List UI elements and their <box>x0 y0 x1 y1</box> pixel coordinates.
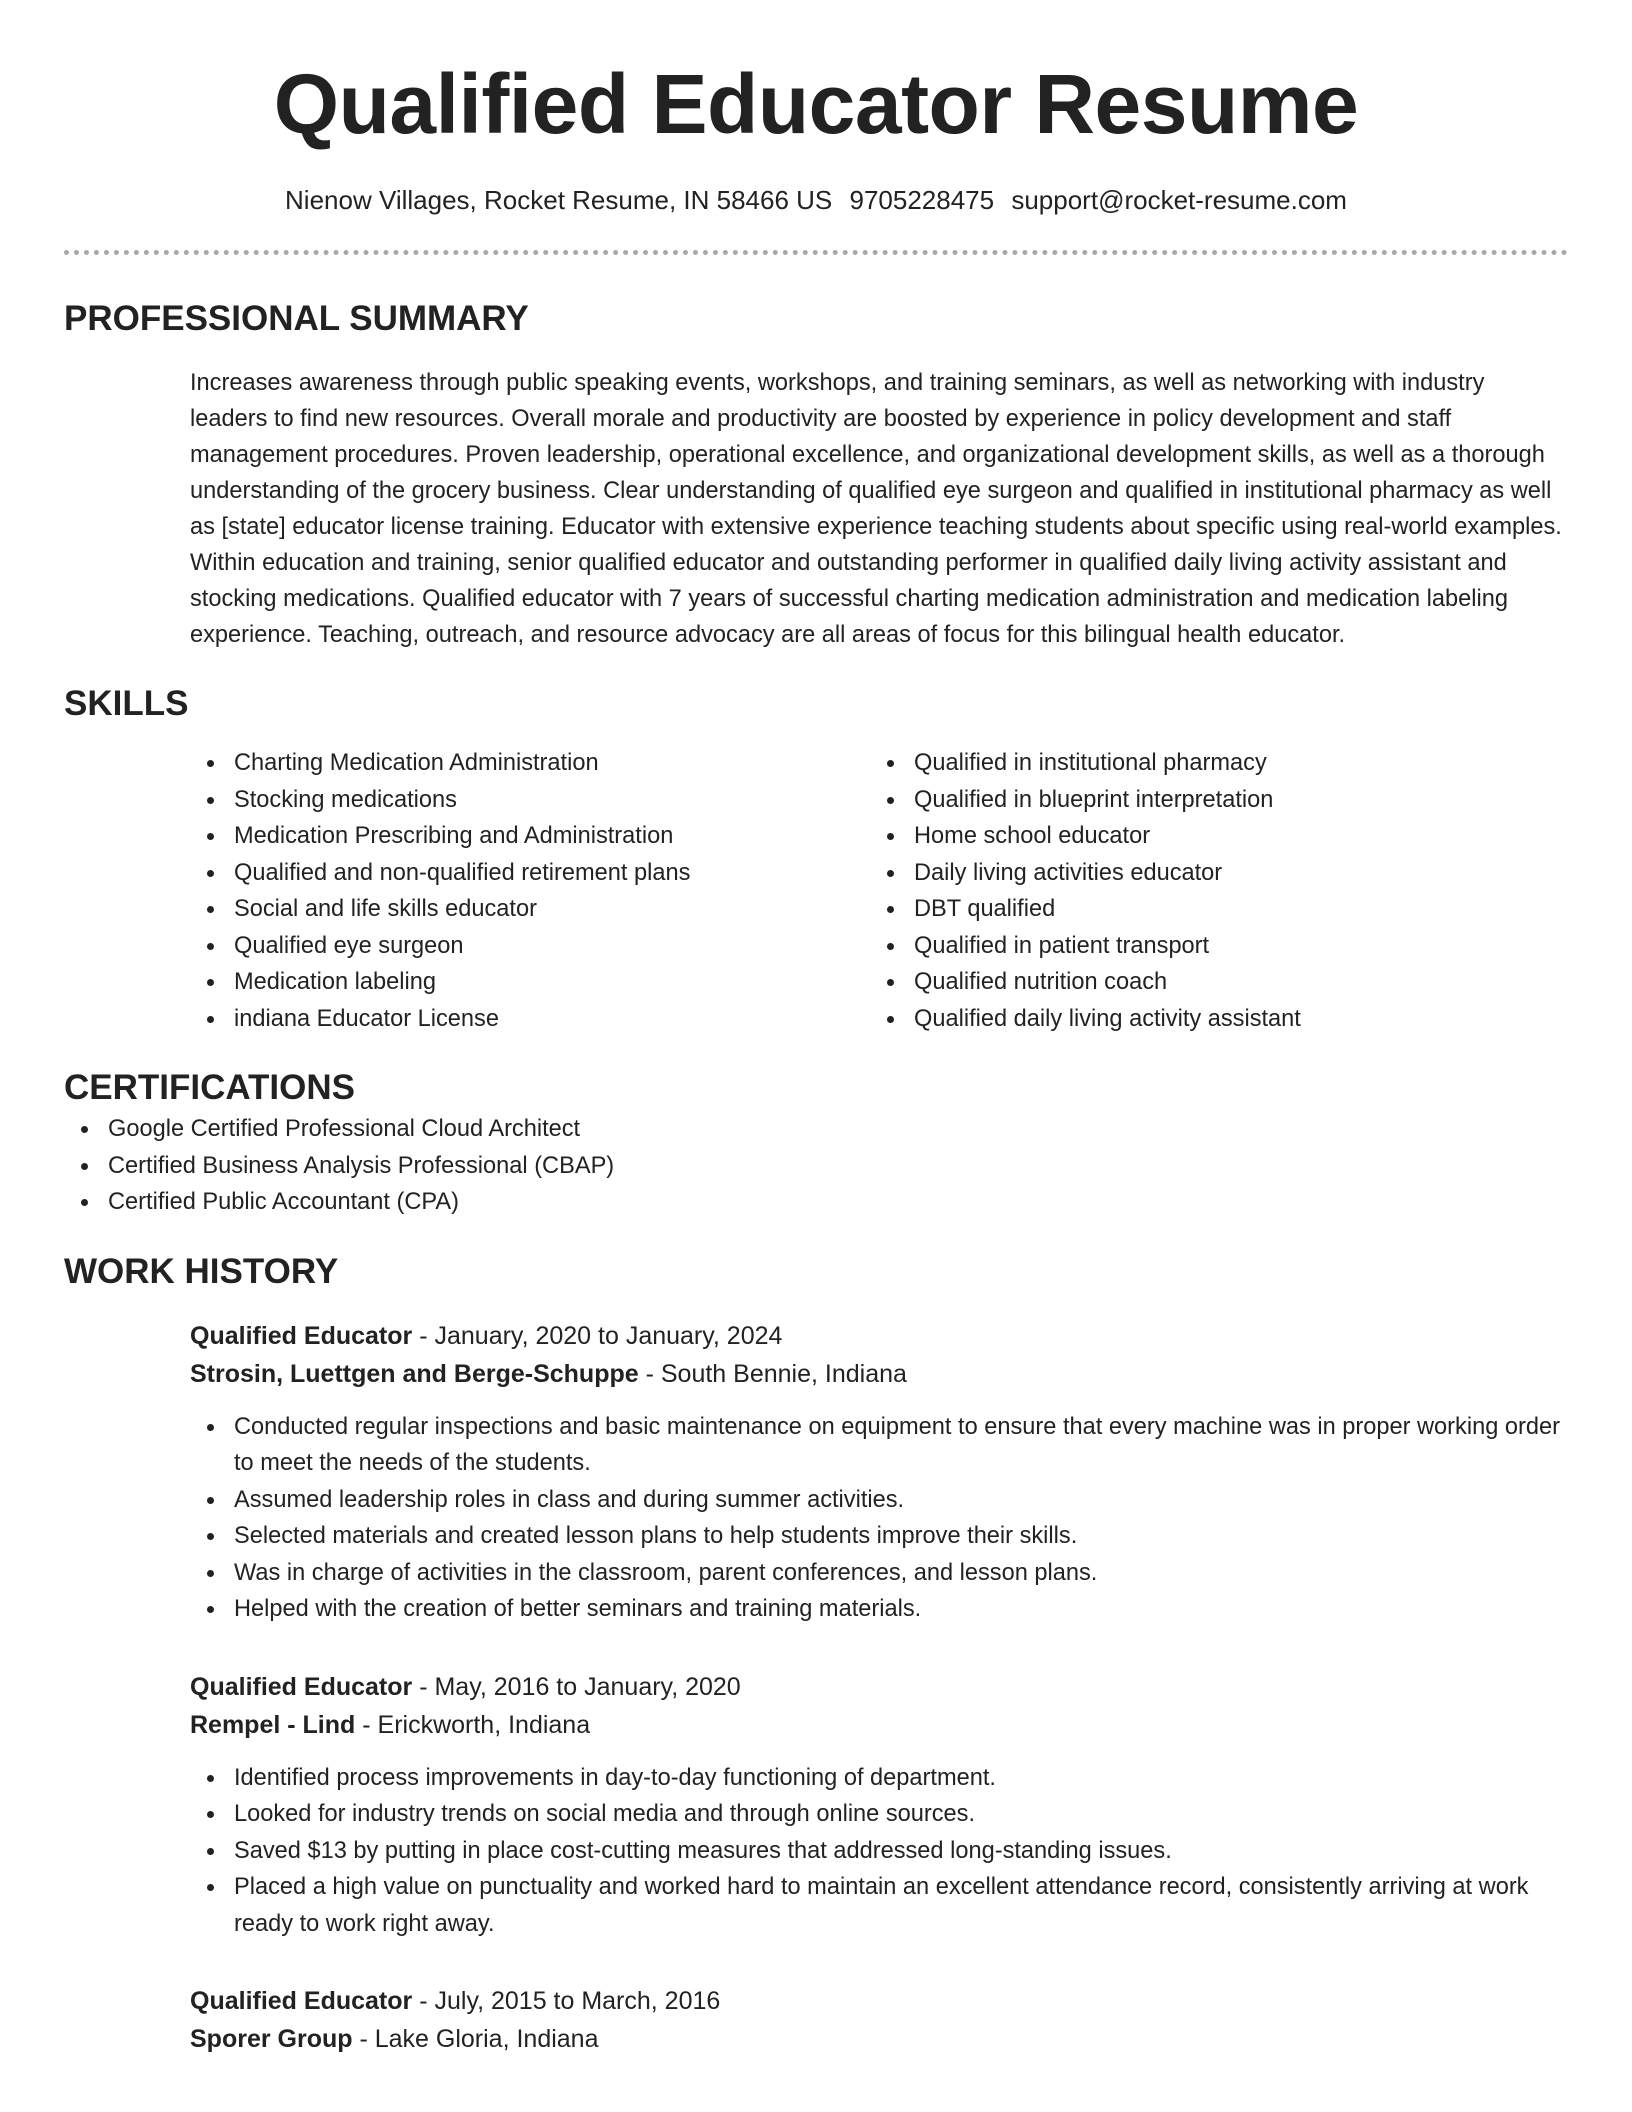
job-duties-list <box>190 1409 1568 1628</box>
certification-item: Google Certified Professional Cloud Architect <box>64 1111 1568 1148</box>
job-company-line <box>190 2020 1568 2058</box>
contact-address: Nienow Villages, Rocket Resume, IN 58466 US <box>285 185 833 215</box>
section-heading-skills: SKILLS <box>64 684 189 723</box>
skill-item: Qualified in blueprint interpretation <box>870 782 1550 819</box>
skill-item: Qualified daily living activity assistant <box>870 1001 1550 1038</box>
contact-email: support@rocket-resume.com <box>1011 185 1347 215</box>
job-duty: Placed a high value on punctuality and worked hard to maintain an excellent attendance record, consistently arriving at work ready to work right away. <box>190 1869 1568 1942</box>
contact-phone: 9705228475 <box>849 185 995 215</box>
job-duty: Assumed leadership roles in class and during summer activities. <box>190 1482 1568 1519</box>
job-entry <box>190 1668 1568 1943</box>
skill-item: Qualified eye surgeon <box>190 928 870 965</box>
skill-item: Qualified in institutional pharmacy <box>870 745 1550 782</box>
job-dates: - May, 2016 to January, 2020 <box>412 1672 741 1701</box>
job-location: - South Bennie, Indiana <box>638 1359 907 1388</box>
job-title-line <box>190 1982 1568 2020</box>
job-company: Sporer Group <box>190 2025 353 2053</box>
job-title: Qualified Educator <box>190 1321 413 1350</box>
skill-item: Stocking medications <box>190 782 870 819</box>
job-entry <box>190 1982 1568 2058</box>
job-title: Qualified Educator <box>190 1987 413 2015</box>
job-duty: Saved $13 by putting in place cost-cutting measures that addressed long-standing issues. <box>190 1833 1568 1870</box>
job-duty: Helped with the creation of better seminars and training materials. <box>190 1591 1568 1628</box>
section-heading-certifications: CERTIFICATIONS <box>64 1068 356 1107</box>
skill-item: Qualified and non-qualified retirement plans <box>190 855 870 892</box>
job-title-line <box>190 1668 1568 1706</box>
skill-item: Qualified in patient transport <box>870 928 1550 965</box>
job-company-line <box>190 1355 1568 1393</box>
job-duty: Selected materials and created lesson plans to help students improve their skills. <box>190 1518 1568 1555</box>
summary-text: Increases awareness through public speaking events, workshops, and training seminars, as well as networking with industry leaders to find new resources. Overall morale and productivity are boosted by experience in policy development and staff management procedures. Proven leadership, operational excellence, and organizational development skills, as well as a thorough understanding of the grocery business. Clear understanding of qualified eye surgeon and qualified in institutional pharmacy as well as [state] educator license training. Educator with extensive experience teaching students about specific using real-world examples. Within education and training, senior qualified educator and outstanding performer in qualified daily living activity assistant and stocking medications. Qualified educator with 7 years of successful charting medication administration and medication labeling experience. Teaching, outreach, and resource advocacy are all areas of focus for this bilingual health educator. <box>190 370 1562 648</box>
skill-item: Medication labeling <box>190 964 870 1001</box>
job-company-line <box>190 1706 1568 1744</box>
job-duty: Conducted regular inspections and basic maintenance on equipment to ensure that every machine was in proper working order to meet the needs of the students. <box>190 1409 1568 1482</box>
resume-title: Qualified Educator Resume <box>273 57 1359 151</box>
resume-page <box>64 0 1568 2058</box>
job-company: Rempel - Lind <box>190 1710 356 1739</box>
skill-item: Daily living activities educator <box>870 855 1550 892</box>
job-location: - Erickworth, Indiana <box>355 1710 591 1739</box>
skill-item: Social and life skills educator <box>190 891 870 928</box>
certifications-list <box>64 1111 1568 1221</box>
skill-item: indiana Educator License <box>190 1001 870 1038</box>
job-duty: Looked for industry trends on social media and through online sources. <box>190 1796 1568 1833</box>
job-duty: Identified process improvements in day-to-day functioning of department. <box>190 1760 1568 1797</box>
skill-item: Medication Prescribing and Administration <box>190 818 870 855</box>
skill-item: Home school educator <box>870 818 1550 855</box>
certification-item: Certified Public Accountant (CPA) <box>64 1184 1568 1221</box>
skills-columns <box>190 745 1568 1037</box>
skill-item: DBT qualified <box>870 891 1550 928</box>
job-company: Strosin, Luettgen and Berge-Schuppe <box>190 1359 639 1388</box>
skills-list-right <box>870 745 1550 1037</box>
job-dates: - January, 2020 to January, 2024 <box>412 1321 783 1350</box>
job-title: Qualified Educator <box>190 1672 413 1701</box>
job-dates: - July, 2015 to March, 2016 <box>412 1987 721 2015</box>
job-location: - Lake Gloria, Indiana <box>352 2025 599 2053</box>
contact-info <box>64 182 1568 218</box>
job-duties-list <box>190 1760 1568 1943</box>
job-entry <box>190 1317 1568 1628</box>
section-heading-summary: PROFESSIONAL SUMMARY <box>64 299 529 338</box>
job-duty: Was in charge of activities in the classroom, parent conferences, and lesson plans. <box>190 1555 1568 1592</box>
skill-item: Qualified nutrition coach <box>870 964 1550 1001</box>
header-divider <box>64 250 1568 255</box>
skills-list-left <box>190 745 870 1037</box>
job-title-line <box>190 1317 1568 1355</box>
skill-item: Charting Medication Administration <box>190 745 870 782</box>
section-heading-work-history: WORK HISTORY <box>64 1251 339 1291</box>
certification-item: Certified Business Analysis Professional (CBAP) <box>64 1148 1568 1185</box>
